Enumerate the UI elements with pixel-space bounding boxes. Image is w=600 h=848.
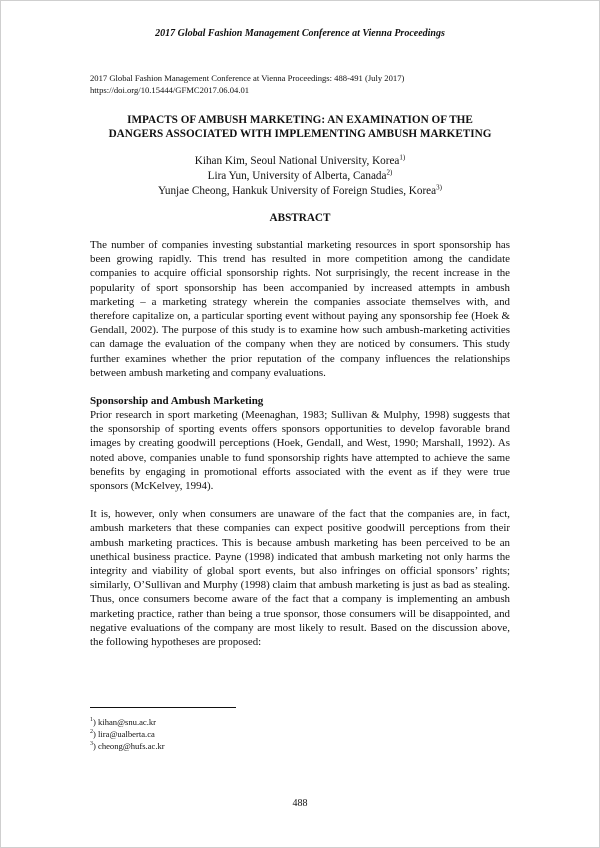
footnote-email: ) cheong@hufs.ac.kr (93, 741, 165, 751)
footnote-mark: 3 (90, 741, 93, 748)
footnote (90, 728, 165, 740)
footnote-mark: 2 (90, 729, 93, 736)
author-list (90, 154, 510, 199)
footnote-email: ) lira@ualberta.ca (93, 729, 155, 739)
footnotes (90, 716, 165, 752)
title-line: IMPACTS OF AMBUSH MARKETING: AN EXAMINATION OF THE (127, 114, 473, 126)
abstract-heading: ABSTRACT (269, 212, 331, 224)
running-header: 2017 Global Fashion Management Conference at Vienna Proceedings (155, 28, 445, 39)
author-footnote-mark: 1) (399, 153, 406, 162)
footnote-divider (90, 707, 236, 708)
title-line: DANGERS ASSOCIATED WITH IMPLEMENTING AMBUSH MARKETING (108, 128, 492, 140)
paper-body (90, 72, 510, 649)
author-line (90, 154, 510, 169)
footnote-email: ) kihan@snu.ac.kr (93, 717, 157, 727)
author-line (90, 169, 510, 184)
section-heading: Sponsorship and Ambush Marketing (90, 395, 264, 408)
citation-line: 2017 Global Fashion Management Conference at Vienna Proceedings: 488-491 (July 2017) (90, 73, 405, 83)
author-affiliation: Lira Yun, University of Alberta, Canada (207, 170, 387, 182)
paper-title (90, 113, 510, 141)
doi-link[interactable]: https://doi.org/10.15444/GFMC2017.06.04.01 (90, 85, 250, 95)
author-affiliation: Kihan Kim, Seoul National University, Korea (194, 155, 400, 167)
footnote-mark: 1 (90, 717, 93, 724)
author-footnote-mark: 3) (436, 183, 442, 192)
body-paragraph: Prior research in sport marketing (Meenaghan, 1983; Sullivan & Mulphy, 1998) suggests that the sponsorship of sporting events offers sponsors opportunities to develop favorable brand images by creating goodwill perceptions (Hoek, Gendall, and West, 1990; Marshall, 1992). As noted above, companies unable to fund sponsorship rights have attempted to achieve the same benefits by engaging in promotional efforts associated with the event as if they were true sponsors (McKelvey, 1994). (90, 409, 510, 493)
citation-block (90, 72, 510, 96)
body-paragraph: It is, however, only when consumers are unaware of the fact that the companies are, in fact, ambush marketers that these companies can expect positive goodwill perceptions from their ambush marketing practices. This is because ambush marketing has been perceived to be an unethical business practice. Payne (1998) indicated that ambush marketing not only harms the integrity and viability of global sport events, but also infringes on official sponsors’ rights; similarly, O’Sullivan and Murphy (1998) claim that ambush marketing is just as bad as stealing. Thus, once consumers become aware of the fact that a company is implementing an ambush marketing practice, rather than being a true sponsor, those consumers will be disappointed, and negative evaluations of the company are most likely to result. Based on the discussion above, the following hypotheses are proposed: (90, 508, 510, 649)
author-line (90, 184, 510, 199)
author-affiliation: Yunjae Cheong, Hankuk University of Foreign Studies, Korea (158, 185, 437, 197)
author-footnote-mark: 2) (386, 168, 393, 177)
abstract-paragraph: The number of companies investing substantial marketing resources in sport sponsorship has been growing rapidly. This trend has resulted in more competition among the candidate companies to acquire official sponsorship rights. Not surprisingly, the recent increase in the popularity of sport sponsorship has been accompanied by increased attempts in ambush marketing – a marketing strategy wherein the companies associate themselves with, and therefore capitalize on, a particular sporting event without paying any sponsorship fee (Hoek & Gendall, 2002). The purpose of this study is to examine how such ambush-marketing activities can damage the evaluation of the company when they are noticed by consumers. This study further examines whether the prior reputation of the company influences the relationships between ambush marketing and company evaluations. (90, 239, 510, 379)
footnote (90, 716, 165, 728)
footnote (90, 740, 165, 752)
page-number: 488 (292, 798, 308, 809)
